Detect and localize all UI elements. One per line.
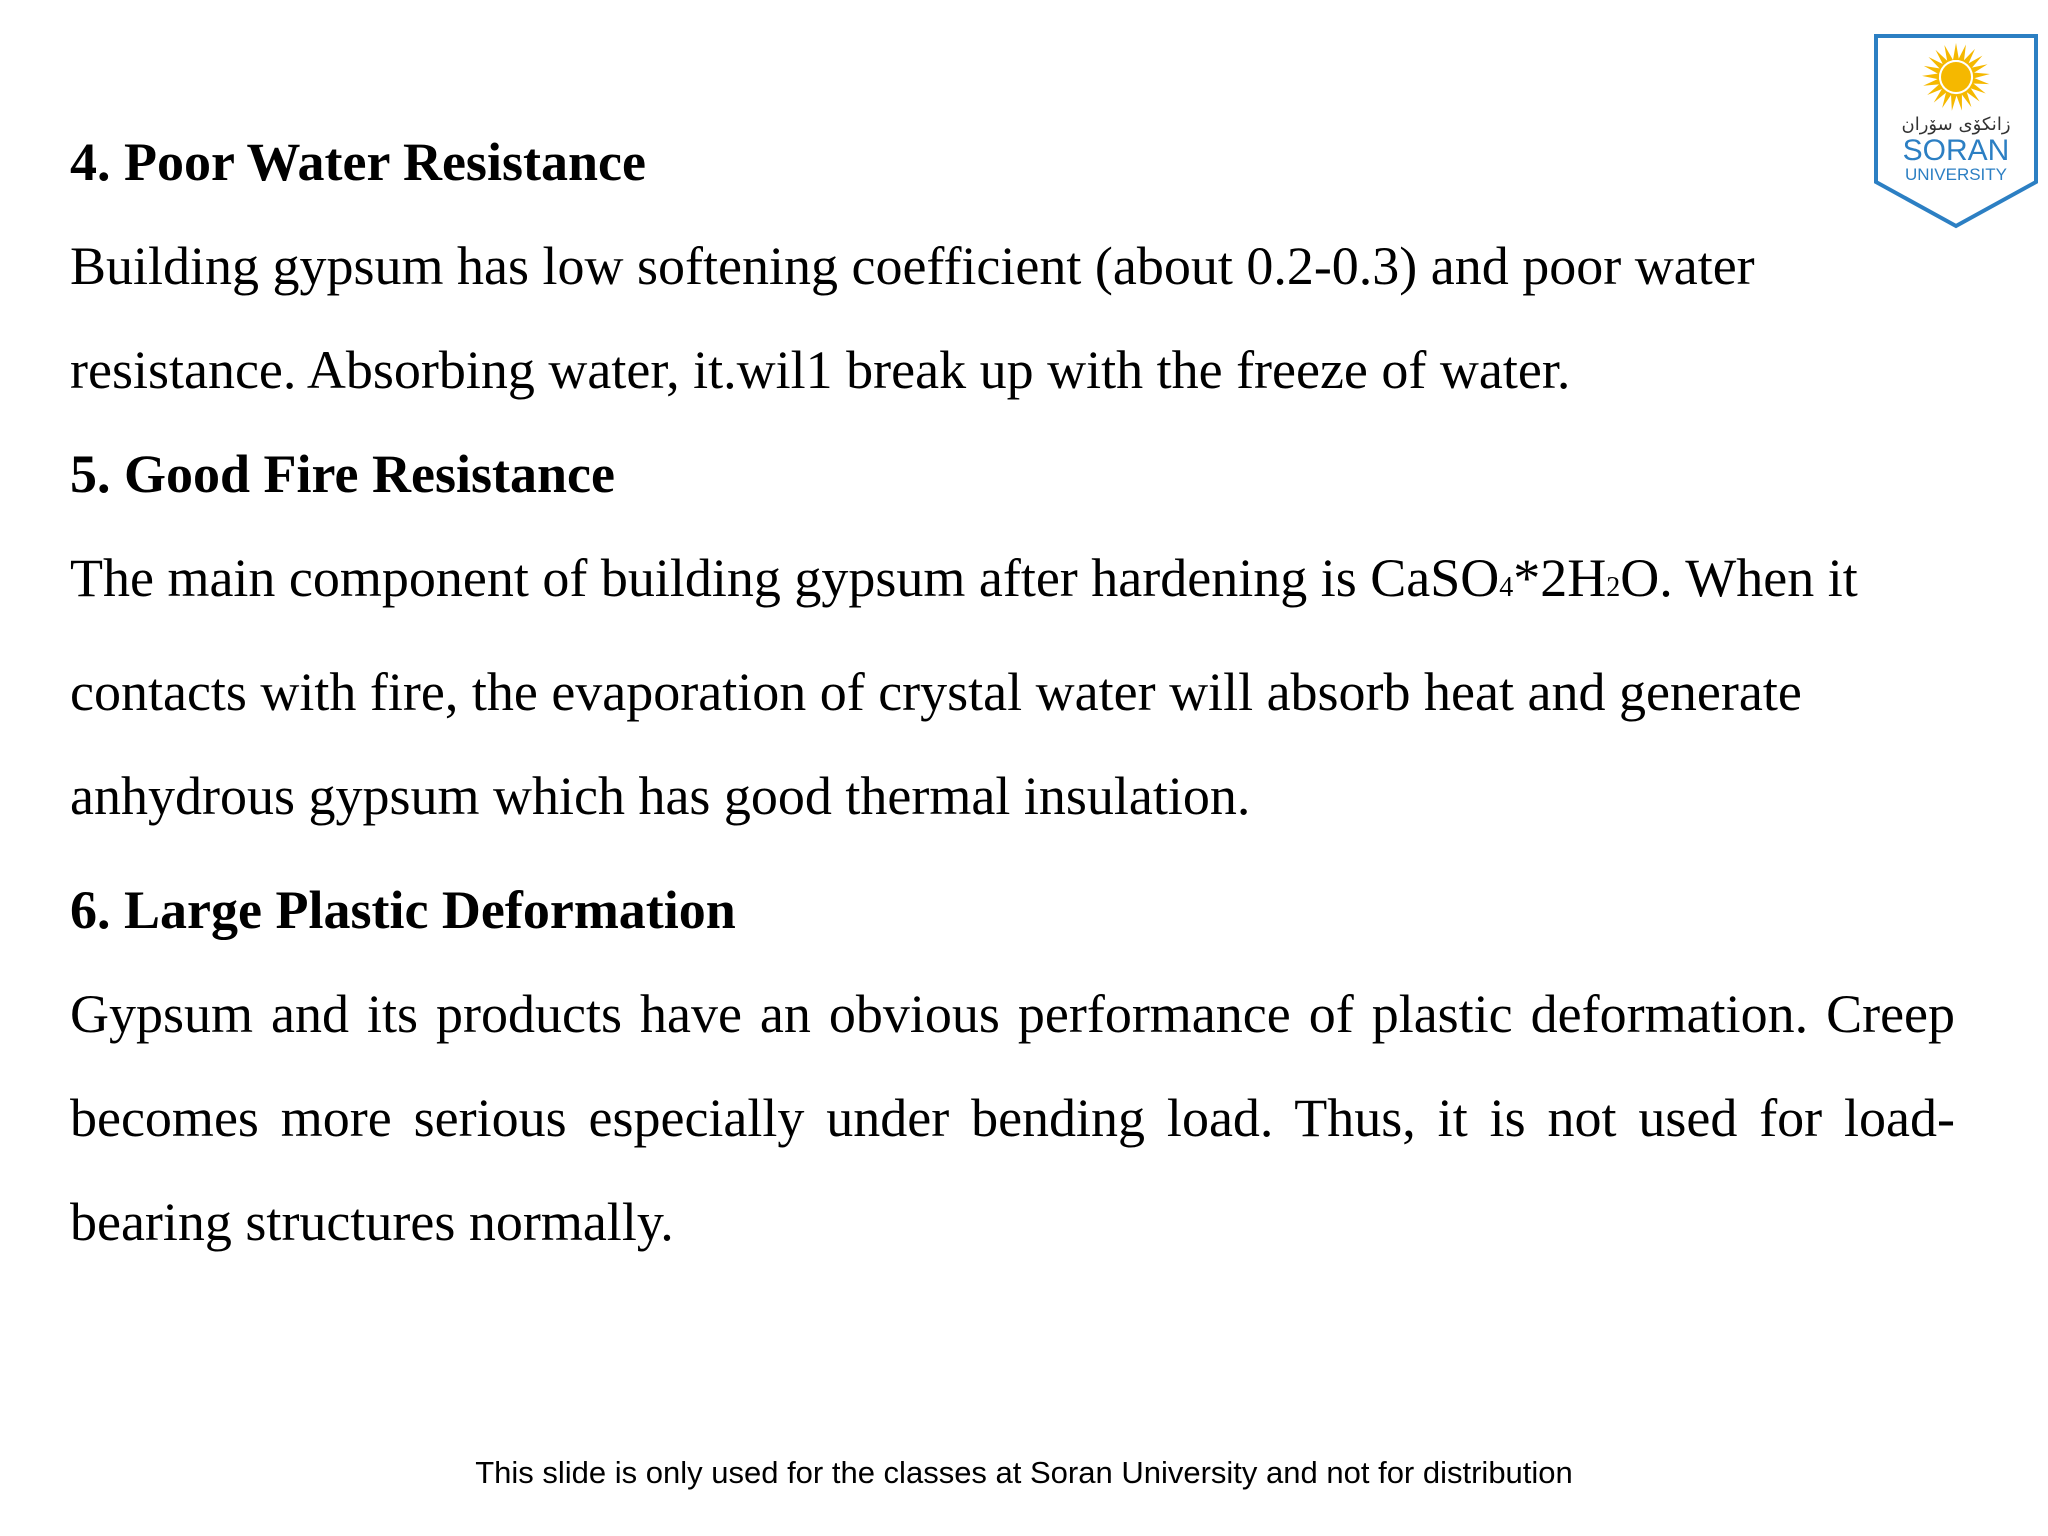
fire-body-mid: *2H <box>1513 548 1607 608</box>
fire-body-post: O. When it contacts with fire, the evaporation of crystal water will absorb heat and generate anhydrous gypsum which has good thermal insulation. <box>70 548 1858 826</box>
fire-body-sub-4: 4 <box>1499 572 1514 603</box>
section-body-fire-resistance <box>70 526 1955 848</box>
footer-disclaimer: This slide is only used for the classes at Soran University and not for distribution <box>475 1455 1573 1490</box>
logo-name-line1: SORAN <box>1902 134 2010 167</box>
section-heading-water-resistance: 4. Poor Water Resistance <box>70 132 646 192</box>
section-body-plastic-deformation: Gypsum and its products have an obvious performance of plastic deformation. Creep becomes more serious especially under bending load. Thus, it is not used for load-bearing structures normally. <box>70 984 1955 1252</box>
slide-content <box>70 110 1955 1274</box>
logo-arabic-text: زانكۆی سۆران <box>1901 114 2011 135</box>
section-heading-plastic-deformation: 6. Large Plastic Deformation <box>70 880 736 940</box>
section-heading-fire-resistance: 5. Good Fire Resistance <box>70 444 615 504</box>
section-body-water-resistance: Building gypsum has low softening coefficient (about 0.2-0.3) and poor water resistance. Absorbing water, it.wil1 break up with the freeze of water. <box>70 236 1755 400</box>
logo-name-line2: UNIVERSITY <box>1904 165 2008 184</box>
fire-body-pre: The main component of building gypsum after hardening is CaSO <box>70 548 1500 608</box>
fire-body-sub-2: 2 <box>1606 572 1621 603</box>
